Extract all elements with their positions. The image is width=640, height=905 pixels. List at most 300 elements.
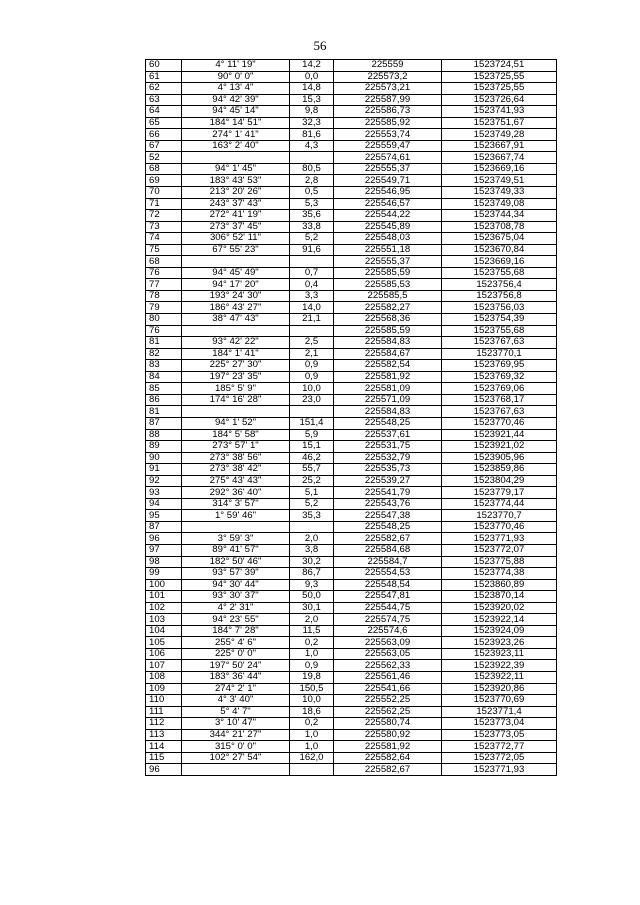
point-number-cell: 92 <box>146 475 182 487</box>
table-row <box>146 752 557 764</box>
table-row <box>146 371 557 383</box>
y-coordinate-cell: 1523779,17 <box>442 487 557 499</box>
y-coordinate-cell: 1523771,4 <box>442 706 557 718</box>
direction-angle-cell: 163° 2' 40" <box>182 140 290 152</box>
y-coordinate-cell: 1523769,06 <box>442 383 557 395</box>
table-row <box>146 741 557 753</box>
direction-angle-cell: 183° 43' 53" <box>182 175 290 187</box>
table-row <box>146 71 557 83</box>
direction-angle-cell: 225° 0' 0" <box>182 648 290 660</box>
table-row <box>146 729 557 741</box>
point-number-cell: 83 <box>146 360 182 372</box>
point-number-cell: 80 <box>146 314 182 326</box>
direction-angle-cell: 4° 3' 40" <box>182 695 290 707</box>
y-coordinate-cell: 1523756,03 <box>442 302 557 314</box>
table-row <box>146 198 557 210</box>
x-coordinate-cell: 225573,21 <box>334 83 442 95</box>
table-row <box>146 244 557 256</box>
y-coordinate-cell: 1523749,28 <box>442 129 557 141</box>
x-coordinate-cell: 225568,36 <box>334 314 442 326</box>
y-coordinate-cell: 1523669,16 <box>442 256 557 268</box>
x-coordinate-cell: 225559 <box>334 60 442 72</box>
x-coordinate-cell: 225581,92 <box>334 371 442 383</box>
point-number-cell: 52 <box>146 152 182 164</box>
table-row <box>146 175 557 187</box>
direction-angle-cell: 186° 43' 27" <box>182 302 290 314</box>
direction-angle-cell: 94° 1' 52" <box>182 417 290 429</box>
length-cell: 91,6 <box>290 244 334 256</box>
x-coordinate-cell: 225585,92 <box>334 117 442 129</box>
y-coordinate-cell: 1523669,16 <box>442 163 557 175</box>
direction-angle-cell: 94° 1' 45" <box>182 163 290 175</box>
point-number-cell: 106 <box>146 648 182 660</box>
x-coordinate-cell: 225584,68 <box>334 544 442 556</box>
x-coordinate-cell: 225574,75 <box>334 614 442 626</box>
direction-angle-cell: 67° 55' 23" <box>182 244 290 256</box>
table-row <box>146 429 557 441</box>
direction-angle-cell: 314° 3' 57" <box>182 498 290 510</box>
page-number: 56 <box>313 38 327 53</box>
direction-angle-cell: 174° 16' 28" <box>182 394 290 406</box>
length-cell: 14,0 <box>290 302 334 314</box>
y-coordinate-cell: 1523755,68 <box>442 325 557 337</box>
x-coordinate-cell: 225544,22 <box>334 210 442 222</box>
table-row <box>146 602 557 614</box>
length-cell <box>290 325 334 337</box>
table-row <box>146 60 557 72</box>
table-row <box>146 279 557 291</box>
length-cell: 35,3 <box>290 510 334 522</box>
direction-angle-cell: 273° 37' 45" <box>182 221 290 233</box>
point-number-cell: 98 <box>146 556 182 568</box>
length-cell: 0,0 <box>290 71 334 83</box>
point-number-cell: 64 <box>146 106 182 118</box>
point-number-cell: 68 <box>146 163 182 175</box>
x-coordinate-cell: 225547,38 <box>334 510 442 522</box>
direction-angle-cell <box>182 256 290 268</box>
length-cell: 4,3 <box>290 140 334 152</box>
y-coordinate-cell: 1523749,51 <box>442 175 557 187</box>
direction-angle-cell: 225° 27' 30" <box>182 360 290 372</box>
direction-angle-cell: 315° 0' 0" <box>182 741 290 753</box>
table-row <box>146 163 557 175</box>
x-coordinate-cell: 225547,81 <box>334 591 442 603</box>
direction-angle-cell: 193° 24' 30" <box>182 290 290 302</box>
length-cell: 0,7 <box>290 267 334 279</box>
point-number-cell: 96 <box>146 533 182 545</box>
y-coordinate-cell: 1523726,64 <box>442 94 557 106</box>
y-coordinate-cell: 1523905,96 <box>442 452 557 464</box>
table-row <box>146 187 557 199</box>
x-coordinate-cell: 225561,46 <box>334 671 442 683</box>
table-row <box>146 614 557 626</box>
point-number-cell: 67 <box>146 140 182 152</box>
point-number-cell: 71 <box>146 198 182 210</box>
point-number-cell: 68 <box>146 256 182 268</box>
direction-angle-cell: 274° 2' 1" <box>182 683 290 695</box>
point-number-cell: 69 <box>146 175 182 187</box>
length-cell: 80,5 <box>290 163 334 175</box>
direction-angle-cell: 4° 11' 19" <box>182 60 290 72</box>
direction-angle-cell <box>182 406 290 418</box>
point-number-cell: 82 <box>146 348 182 360</box>
point-number-cell: 76 <box>146 325 182 337</box>
direction-angle-cell: 184° 7' 28" <box>182 625 290 637</box>
x-coordinate-cell: 225535,73 <box>334 464 442 476</box>
y-coordinate-cell: 1523754,39 <box>442 314 557 326</box>
x-coordinate-cell: 225551,18 <box>334 244 442 256</box>
length-cell: 0,2 <box>290 718 334 730</box>
x-coordinate-cell: 225563,09 <box>334 637 442 649</box>
point-number-cell: 95 <box>146 510 182 522</box>
table-row <box>146 452 557 464</box>
x-coordinate-cell: 225555,37 <box>334 256 442 268</box>
x-coordinate-cell: 225582,64 <box>334 752 442 764</box>
point-number-cell: 102 <box>146 602 182 614</box>
y-coordinate-cell: 1523772,05 <box>442 752 557 764</box>
y-coordinate-cell: 1523767,63 <box>442 406 557 418</box>
x-coordinate-cell: 225574,61 <box>334 152 442 164</box>
direction-angle-cell <box>182 152 290 164</box>
length-cell: 3,3 <box>290 290 334 302</box>
table-row <box>146 267 557 279</box>
x-coordinate-cell: 225541,66 <box>334 683 442 695</box>
point-number-cell: 108 <box>146 671 182 683</box>
x-coordinate-cell: 225559,47 <box>334 140 442 152</box>
y-coordinate-cell: 1523771,93 <box>442 533 557 545</box>
direction-angle-cell: 93° 42' 22" <box>182 337 290 349</box>
x-coordinate-cell: 225549,71 <box>334 175 442 187</box>
y-coordinate-cell: 1523920,86 <box>442 683 557 695</box>
direction-angle-cell: 4° 2' 31" <box>182 602 290 614</box>
point-number-cell: 100 <box>146 579 182 591</box>
direction-angle-cell <box>182 325 290 337</box>
length-cell <box>290 521 334 533</box>
y-coordinate-cell: 1523920,02 <box>442 602 557 614</box>
y-coordinate-cell: 1523804,29 <box>442 475 557 487</box>
point-number-cell: 111 <box>146 706 182 718</box>
length-cell: 9,3 <box>290 579 334 591</box>
length-cell: 150,5 <box>290 683 334 695</box>
y-coordinate-cell: 1523773,05 <box>442 729 557 741</box>
point-number-cell: 97 <box>146 544 182 556</box>
length-cell <box>290 406 334 418</box>
point-number-cell: 91 <box>146 464 182 476</box>
table-row <box>146 648 557 660</box>
length-cell: 2,0 <box>290 614 334 626</box>
length-cell: 0,9 <box>290 371 334 383</box>
direction-angle-cell: 38° 47' 43" <box>182 314 290 326</box>
point-number-cell: 81 <box>146 337 182 349</box>
length-cell: 2,0 <box>290 533 334 545</box>
y-coordinate-cell: 1523708,78 <box>442 221 557 233</box>
direction-angle-cell: 183° 36' 44" <box>182 671 290 683</box>
point-number-cell: 109 <box>146 683 182 695</box>
point-number-cell: 87 <box>146 521 182 533</box>
table-row <box>146 152 557 164</box>
table-row <box>146 660 557 672</box>
y-coordinate-cell: 1523922,14 <box>442 614 557 626</box>
x-coordinate-cell: 225573,2 <box>334 71 442 83</box>
table-row <box>146 637 557 649</box>
x-coordinate-cell: 225553,74 <box>334 129 442 141</box>
table-row <box>146 256 557 268</box>
y-coordinate-cell: 1523859,86 <box>442 464 557 476</box>
y-coordinate-cell: 1523770,69 <box>442 695 557 707</box>
direction-angle-cell: 94° 45' 49" <box>182 267 290 279</box>
point-number-cell: 75 <box>146 244 182 256</box>
y-coordinate-cell: 1523756,4 <box>442 279 557 291</box>
y-coordinate-cell: 1523756,8 <box>442 290 557 302</box>
length-cell: 5,3 <box>290 198 334 210</box>
y-coordinate-cell: 1523773,04 <box>442 718 557 730</box>
length-cell: 0,5 <box>290 187 334 199</box>
direction-angle-cell: 94° 30' 44" <box>182 579 290 591</box>
point-number-cell: 79 <box>146 302 182 314</box>
table-row <box>146 706 557 718</box>
y-coordinate-cell: 1523667,91 <box>442 140 557 152</box>
length-cell: 5,9 <box>290 429 334 441</box>
table-row <box>146 117 557 129</box>
length-cell: 0,4 <box>290 279 334 291</box>
point-number-cell: 78 <box>146 290 182 302</box>
length-cell: 14,2 <box>290 60 334 72</box>
point-number-cell: 81 <box>146 406 182 418</box>
length-cell: 10,0 <box>290 383 334 395</box>
direction-angle-cell: 93° 57' 39" <box>182 568 290 580</box>
x-coordinate-cell: 225548,25 <box>334 521 442 533</box>
x-coordinate-cell: 225546,95 <box>334 187 442 199</box>
table-row <box>146 290 557 302</box>
x-coordinate-cell: 225581,09 <box>334 383 442 395</box>
length-cell: 18,6 <box>290 706 334 718</box>
y-coordinate-cell: 1523724,51 <box>442 60 557 72</box>
y-coordinate-cell: 1523770,1 <box>442 348 557 360</box>
length-cell: 35,6 <box>290 210 334 222</box>
point-number-cell: 88 <box>146 429 182 441</box>
y-coordinate-cell: 1523768,17 <box>442 394 557 406</box>
table-row <box>146 94 557 106</box>
length-cell: 30,1 <box>290 602 334 614</box>
length-cell: 0,9 <box>290 360 334 372</box>
point-number-cell: 112 <box>146 718 182 730</box>
y-coordinate-cell: 1523670,84 <box>442 244 557 256</box>
table-row <box>146 314 557 326</box>
x-coordinate-cell: 225582,54 <box>334 360 442 372</box>
point-number-cell: 110 <box>146 695 182 707</box>
y-coordinate-cell: 1523770,46 <box>442 417 557 429</box>
length-cell: 2,1 <box>290 348 334 360</box>
direction-angle-cell: 3° 59' 3" <box>182 533 290 545</box>
point-number-cell: 74 <box>146 233 182 245</box>
length-cell: 86,7 <box>290 568 334 580</box>
length-cell: 0,9 <box>290 660 334 672</box>
direction-angle-cell: 94° 42' 39" <box>182 94 290 106</box>
length-cell: 33,8 <box>290 221 334 233</box>
table-row <box>146 464 557 476</box>
point-number-cell: 113 <box>146 729 182 741</box>
length-cell: 1,0 <box>290 741 334 753</box>
direction-angle-cell: 344° 21' 27" <box>182 729 290 741</box>
direction-angle-cell: 184° 5' 58" <box>182 429 290 441</box>
direction-angle-cell: 94° 23' 55" <box>182 614 290 626</box>
y-coordinate-cell: 1523923,26 <box>442 637 557 649</box>
point-number-cell: 73 <box>146 221 182 233</box>
point-number-cell: 66 <box>146 129 182 141</box>
x-coordinate-cell: 225574,6 <box>334 625 442 637</box>
table-row <box>146 210 557 222</box>
length-cell: 151,4 <box>290 417 334 429</box>
table-row <box>146 764 557 776</box>
point-number-cell: 90 <box>146 452 182 464</box>
x-coordinate-cell: 225544,75 <box>334 602 442 614</box>
direction-angle-cell: 185° 5' 9" <box>182 383 290 395</box>
point-number-cell: 86 <box>146 394 182 406</box>
table-row <box>146 475 557 487</box>
table-row <box>146 383 557 395</box>
point-number-cell: 84 <box>146 371 182 383</box>
direction-angle-cell: 213° 20' 26" <box>182 187 290 199</box>
x-coordinate-cell: 225586,73 <box>334 106 442 118</box>
x-coordinate-cell: 225562,25 <box>334 706 442 718</box>
x-coordinate-cell: 225541,79 <box>334 487 442 499</box>
x-coordinate-cell: 225580,74 <box>334 718 442 730</box>
direction-angle-cell: 89° 41' 57" <box>182 544 290 556</box>
table-row <box>146 568 557 580</box>
length-cell: 1,0 <box>290 648 334 660</box>
direction-angle-cell: 197° 23' 35" <box>182 371 290 383</box>
y-coordinate-cell: 1523725,55 <box>442 71 557 83</box>
table-row <box>146 579 557 591</box>
direction-angle-cell: 94° 45' 14" <box>182 106 290 118</box>
point-number-cell: 93 <box>146 487 182 499</box>
table-row <box>146 106 557 118</box>
point-number-cell: 76 <box>146 267 182 279</box>
y-coordinate-cell: 1523770,46 <box>442 521 557 533</box>
table-row <box>146 140 557 152</box>
direction-angle-cell: 184° 14' 51" <box>182 117 290 129</box>
length-cell: 50,0 <box>290 591 334 603</box>
direction-angle-cell: 274° 1' 41" <box>182 129 290 141</box>
x-coordinate-cell: 225555,37 <box>334 163 442 175</box>
direction-angle-cell <box>182 764 290 776</box>
table-row <box>146 510 557 522</box>
x-coordinate-cell: 225585,5 <box>334 290 442 302</box>
x-coordinate-cell: 225584,83 <box>334 406 442 418</box>
length-cell: 162,0 <box>290 752 334 764</box>
y-coordinate-cell: 1523860,89 <box>442 579 557 591</box>
y-coordinate-cell: 1523667,74 <box>442 152 557 164</box>
direction-angle-cell: 273° 57' 1" <box>182 441 290 453</box>
point-number-cell: 107 <box>146 660 182 672</box>
x-coordinate-cell: 225563,05 <box>334 648 442 660</box>
table-row <box>146 360 557 372</box>
table-row <box>146 337 557 349</box>
y-coordinate-cell: 1523870,14 <box>442 591 557 603</box>
direction-angle-cell: 90° 0' 0" <box>182 71 290 83</box>
direction-angle-cell: 5° 4' 7" <box>182 706 290 718</box>
length-cell: 0,2 <box>290 637 334 649</box>
x-coordinate-cell: 225546,57 <box>334 198 442 210</box>
length-cell: 9,8 <box>290 106 334 118</box>
x-coordinate-cell: 225584,7 <box>334 556 442 568</box>
table-row <box>146 129 557 141</box>
table-row <box>146 394 557 406</box>
direction-angle-cell: 306° 52' 11" <box>182 233 290 245</box>
x-coordinate-cell: 225585,59 <box>334 267 442 279</box>
y-coordinate-cell: 1523755,68 <box>442 267 557 279</box>
x-coordinate-cell: 225582,67 <box>334 764 442 776</box>
point-number-cell: 105 <box>146 637 182 649</box>
table-row <box>146 556 557 568</box>
point-number-cell: 96 <box>146 764 182 776</box>
x-coordinate-cell: 225552,25 <box>334 695 442 707</box>
point-number-cell: 114 <box>146 741 182 753</box>
length-cell: 30,2 <box>290 556 334 568</box>
table-row <box>146 498 557 510</box>
length-cell: 21,1 <box>290 314 334 326</box>
table-row <box>146 406 557 418</box>
direction-angle-cell: 1° 59' 46" <box>182 510 290 522</box>
table-row <box>146 221 557 233</box>
point-number-cell: 101 <box>146 591 182 603</box>
point-number-cell: 72 <box>146 210 182 222</box>
x-coordinate-cell: 225585,59 <box>334 325 442 337</box>
point-number-cell: 60 <box>146 60 182 72</box>
y-coordinate-cell: 1523749,33 <box>442 187 557 199</box>
x-coordinate-cell: 225580,92 <box>334 729 442 741</box>
x-coordinate-cell: 225571,09 <box>334 394 442 406</box>
table-row <box>146 325 557 337</box>
y-coordinate-cell: 1523924,09 <box>442 625 557 637</box>
length-cell: 55,7 <box>290 464 334 476</box>
x-coordinate-cell: 225562,33 <box>334 660 442 672</box>
y-coordinate-cell: 1523741,93 <box>442 106 557 118</box>
point-number-cell: 65 <box>146 117 182 129</box>
y-coordinate-cell: 1523767,63 <box>442 337 557 349</box>
point-number-cell: 103 <box>146 614 182 626</box>
x-coordinate-cell: 225531,75 <box>334 441 442 453</box>
length-cell: 14,8 <box>290 83 334 95</box>
point-number-cell: 87 <box>146 417 182 429</box>
point-number-cell: 70 <box>146 187 182 199</box>
x-coordinate-cell: 225554,53 <box>334 568 442 580</box>
x-coordinate-cell: 225582,67 <box>334 533 442 545</box>
y-coordinate-cell: 1523770,7 <box>442 510 557 522</box>
table-row <box>146 487 557 499</box>
direction-angle-cell: 197° 50' 24" <box>182 660 290 672</box>
direction-angle-cell: 273° 38' 56" <box>182 452 290 464</box>
table-row <box>146 544 557 556</box>
table-row <box>146 441 557 453</box>
x-coordinate-cell: 225582,27 <box>334 302 442 314</box>
table-row <box>146 83 557 95</box>
length-cell: 32,3 <box>290 117 334 129</box>
length-cell: 25,2 <box>290 475 334 487</box>
direction-angle-cell: 102° 27' 54" <box>182 752 290 764</box>
table-row <box>146 417 557 429</box>
point-number-cell: 63 <box>146 94 182 106</box>
point-number-cell: 99 <box>146 568 182 580</box>
y-coordinate-cell: 1523774,38 <box>442 568 557 580</box>
x-coordinate-cell: 225537,61 <box>334 429 442 441</box>
table-row <box>146 521 557 533</box>
point-number-cell: 85 <box>146 383 182 395</box>
length-cell: 5,2 <box>290 233 334 245</box>
direction-angle-cell: 273° 38' 42" <box>182 464 290 476</box>
direction-angle-cell: 292° 36' 40" <box>182 487 290 499</box>
direction-angle-cell <box>182 521 290 533</box>
